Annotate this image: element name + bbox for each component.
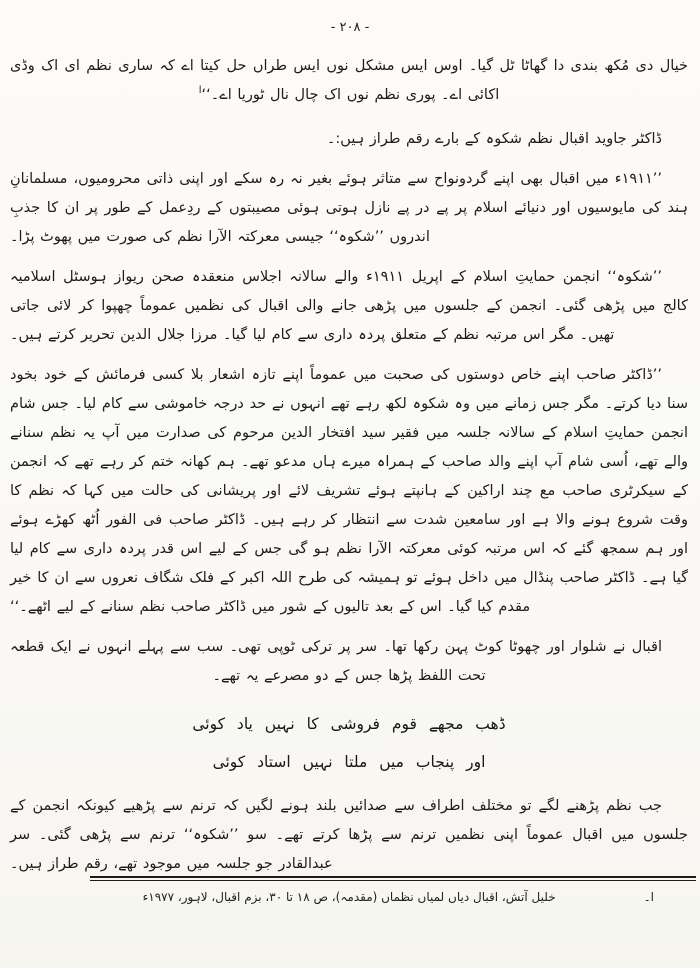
paragraph-tarannum: [10, 792, 688, 879]
verse-couplet: [10, 705, 688, 781]
paragraph-text: خیال دی مُکھ بندی دا گھاٹا ٹل گیا۔ اوس ایس مشکل نوں ایس طراں حل کیتا اے کہ ساری نظم ای اک وڈی اکائی اے۔ پوری نظم نوں اک چال نال ٹوریا اے۔‘‘: [10, 58, 688, 103]
footnote-marker: ا۔: [643, 890, 654, 904]
paragraph-iqbal-attire: [10, 633, 688, 691]
paragraph-anjuman-reading: [10, 263, 688, 350]
verse-line-1: ڈھب مجھے قوم فروشی کا نہیں یاد کوئی: [192, 715, 506, 733]
paragraph-intro-javed-iqbal: [10, 125, 688, 154]
paragraph-quote-1911: [10, 165, 688, 252]
paragraph-text: ڈاکٹر جاوید اقبال نظم شکوہ کے بارے رقم طراز ہیں:۔: [326, 131, 662, 147]
footnote: [4, 888, 696, 906]
verse-line-2: اور پنجاب میں ملتا نہیں استاد کوئی: [212, 753, 486, 771]
page-number: - ۲۰۸ -: [330, 20, 370, 35]
footnote-separator: [90, 876, 696, 881]
page-content: [0, 35, 700, 879]
paragraph-mirza-jalaluddin-quote: [10, 361, 688, 622]
footnote-area: [0, 876, 700, 906]
paragraph-text: ’’۱۹۱۱ء میں اقبال بھی اپنے گردونواح سے متاثر ہوئے بغیر نہ رہ سکے اور اپنی ذاتی محرومیوں، مسلمانانِ ہند کی مایوسیوں اور دنیائے اسلام پر پے در پے نازل ہوتی ہوئی مصیبتوں کے ردِعمل کے طور پر ان کا جذبِ اندروں ’’شکوہ‘‘ جیسی معرکتہ الآرا نظم کی صورت میں پھوٹ پڑا۔: [10, 171, 688, 245]
paragraph-text: جب نظم پڑھنے لگے تو مختلف اطراف سے صدائیں بلند ہونے لگیں کہ ترنم سے پڑھیے کیونکہ انجمن کے جلسوں میں اقبال عموماً اپنی نظمیں ترنم سے پڑھا کرتے تھے۔ سو ’’شکوہ‘‘ ترنم سے پڑھی گئی۔ سر عبدالقادر جو جلسہ میں موجود تھے، رقم طراز ہیں۔: [10, 798, 688, 872]
paragraph-text: اقبال نے شلوار اور چھوٹا کوٹ پہن رکھا تھا۔ سر پر ترکی ٹوپی تھی۔ سب سے پہلے انہوں نے ایک قطعہ تحت اللفظ پڑھا جس کے دو مصرعے یہ تھے۔: [10, 639, 662, 684]
footnote-ref-1: ا: [198, 85, 202, 97]
paragraph-text: ’’ڈاکٹر صاحب اپنے خاص دوستوں کی صحبت میں عموماً اپنے تازہ اشعار بلا کسی فرمائش کے خود بخود سنا دیا کرتے۔ مگر جس زمانے میں وہ شکوہ لکھ رہے تھے انہوں نے حد درجہ خاموشی سے کام لیا۔ جس شام انجمن حمایتِ اسلام کے سالانہ جلسہ میں فقیر سید افتخار الدین مرحوم کی صدارت میں آپ یہ نظم سنانے والے تھے، اُسی شام آپ اپنے والد صاحب کے ہمراہ میرے ہاں مدعو تھے۔ ہم کھانہ ختم کر رہے تھے کہ انجمن کے سیکرٹری صاحب مع چند اراکین کے ہانپتے ہوئے تشریف لائے اور پریشانی کی حالت میں کہا کہ نظم کا وقت شروع ہونے والا ہے اور سامعین شدت سے انتظار کر رہے ہیں۔ ڈاکٹر صاحب فی الفور اُٹھ کھڑے ہوئے اور ہم سمجھ گئے کہ اس مرتبہ کوئی معرکتہ الآرا نظم ہو گی جس کے لیے اس قدر پردہ داری سے کام لیا گیا ہے۔ ڈاکٹر صاحب پنڈال میں داخل ہوئے تو ہمیشہ کی طرح اللہ اکبر کے فلک شگاف نعروں سے ان کا خیر مقدم کیا گیا۔ اس کے بعد تالیوں کے شور میں ڈاکٹر صاحب نظم سنانے کے لیے اٹھے۔‘‘: [10, 367, 688, 615]
paragraph-text: ’’شکوہ‘‘ انجمن حمایتِ اسلام کے اپریل ۱۹۱۱ء والے سالانہ اجلاس منعقدہ صحن ریواز ہوسٹل اسلامیہ کالج میں پڑھی گئی۔ انجمن کے جلسوں میں پڑھی جانے والی اقبال کی نظمیں عموماً چھپوا کر لائی جاتی تھیں۔ مگر اس مرتبہ نظم کے متعلق پردہ داری سے کام لیا گیا۔ مرزا جلال الدین تحریر کرتے ہیں۔: [10, 269, 688, 343]
paragraph-punjabi-continuation: [10, 52, 688, 110]
footnote-citation: خلیل آتش، اقبال دیاں لمیاں نظماں (مقدمہ)، ص ۱۸ تا ۳۰، بزم اقبال، لاہور، ۱۹۷۷ء: [142, 890, 556, 904]
